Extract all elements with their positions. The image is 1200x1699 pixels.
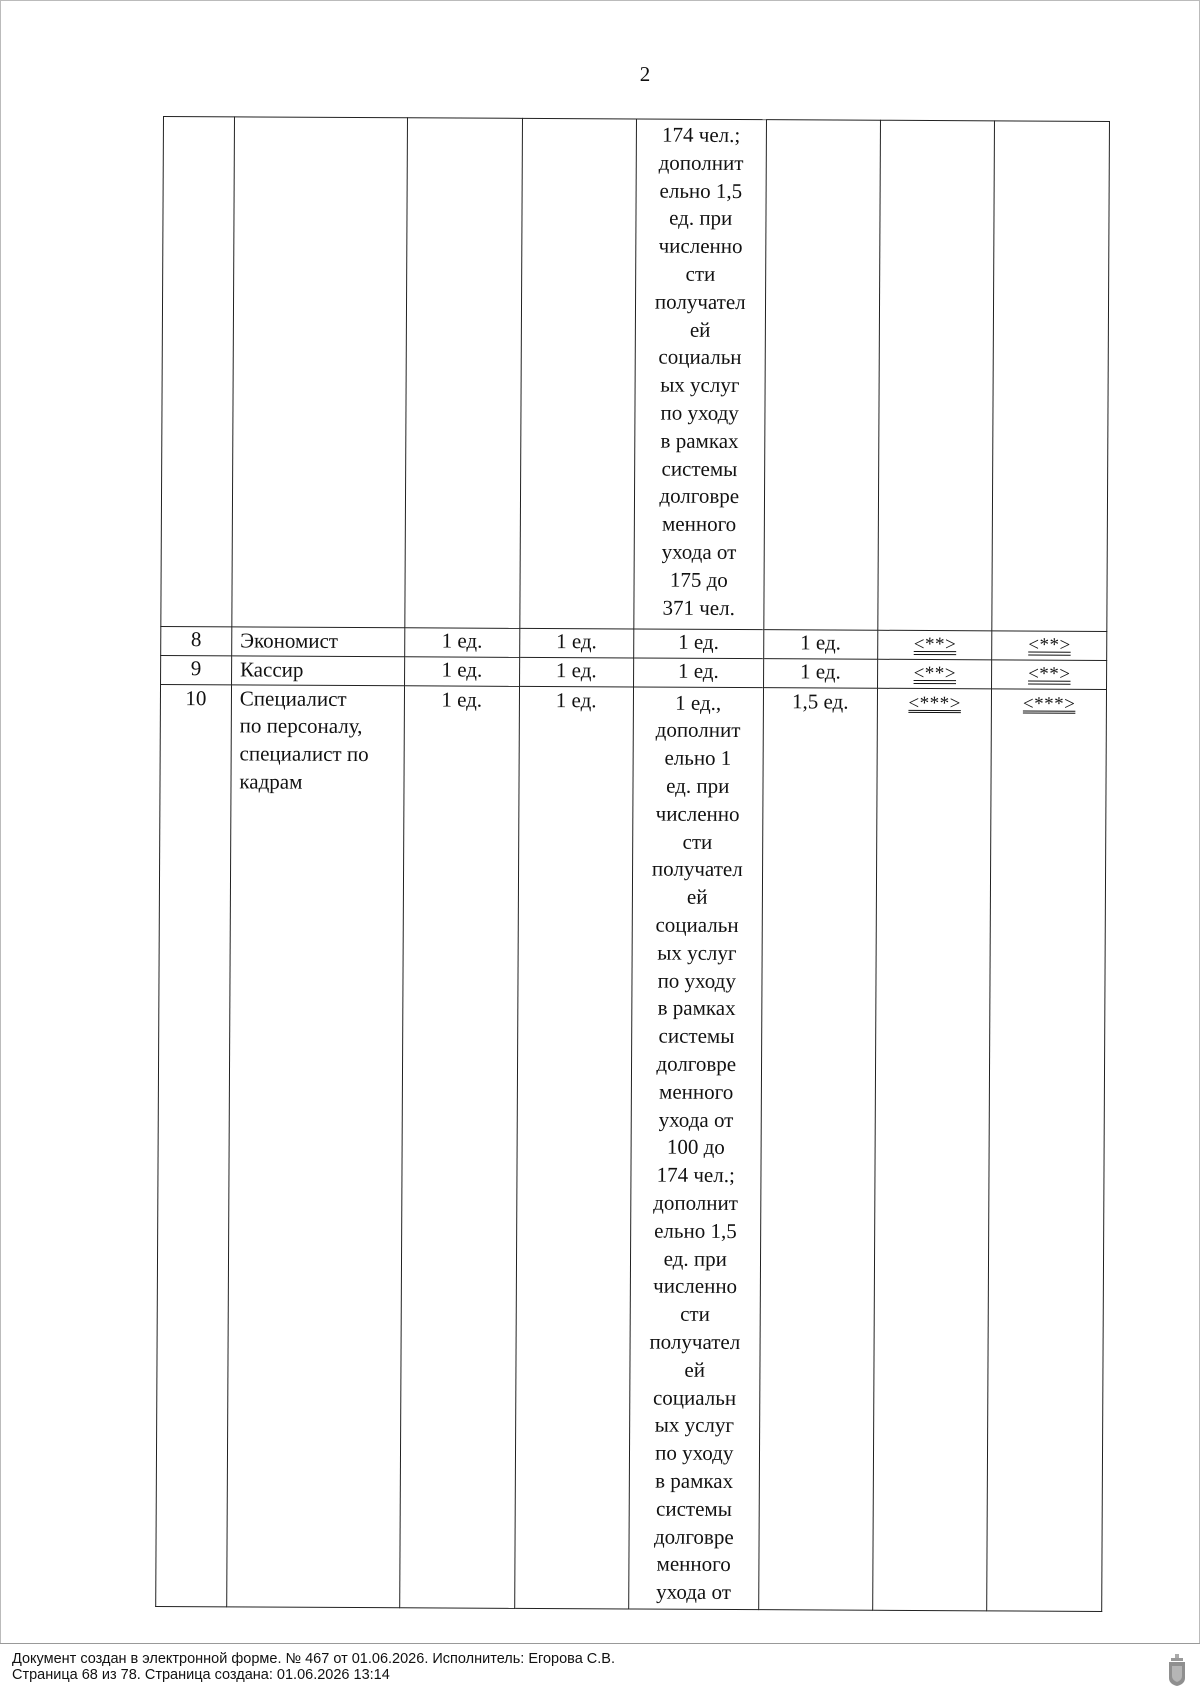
cell-c2: 1 ед. [519, 657, 634, 686]
cell-c6 [992, 631, 1107, 660]
table-row [161, 117, 1110, 632]
cell-c1: 1 ед. [405, 657, 520, 686]
cell-c3: 174 чел.; дополнит ельно 1,5 ед. при численно сти получател ей социальн ых услуг по уходу в рамках системы долговре менного ухода от 175 до 371 чел. [634, 119, 766, 630]
footnote-ref: <**> [913, 662, 957, 684]
footnote-ref: <***> [1022, 693, 1076, 715]
page-number: 2 [639, 62, 651, 86]
staffing-table [155, 116, 1110, 1612]
cell-name: Специалист по персоналу, специалист по кадрам [227, 684, 405, 1607]
cell-c3: 1 ед., дополнит ельно 1 ед. при численно сти получател ей социальн ых услуг по уходу в рамках системы долговре менного ухода от 100 до 174 чел.; дополнит ельно 1,5 ед. при численно сти получател ей социальн ых услуг по уходу в рамках системы долговре менного ухода от [629, 687, 763, 1610]
cell-c2: 1 ед. [514, 686, 633, 1609]
cell-c5 [878, 120, 995, 631]
cell-c1: 1 ед. [400, 685, 519, 1608]
cell-c1 [405, 118, 522, 629]
footnote-ref: <**> [913, 633, 957, 656]
table-row [161, 655, 1107, 689]
cell-c2 [519, 118, 636, 629]
footer-line-2: Страница 68 из 78. Страница создана: 01.06.2026 13:14 [12, 1667, 390, 1683]
cell-c2: 1 ед. [519, 628, 634, 657]
cell-c4: 1,5 ед. [758, 687, 877, 1610]
table-row [156, 684, 1107, 1611]
cell-c3: 1 ед. [633, 658, 763, 687]
table-row [161, 626, 1107, 660]
cell-c5 [873, 688, 992, 1611]
footnote-ref: <**> [1028, 634, 1071, 656]
cell-c6 [987, 688, 1106, 1611]
cell-c3: 1 ед. [634, 629, 764, 658]
cell-c5 [878, 630, 993, 659]
footnote-ref: <***> [908, 692, 961, 714]
cell-name [232, 117, 408, 628]
footer-text [12, 1651, 615, 1683]
cell-name: Экономист [232, 627, 405, 657]
cell-name: Кассир [231, 656, 404, 686]
cell-num: 10 [156, 684, 232, 1607]
cell-c4 [763, 120, 880, 631]
coat-of-arms-icon [1168, 1654, 1186, 1686]
cell-c6 [992, 121, 1109, 632]
cell-num: 8 [161, 626, 232, 655]
document-footer [0, 1643, 1200, 1699]
cell-c5 [878, 659, 993, 688]
cell-num: 9 [161, 655, 232, 684]
footnote-ref: <**> [1028, 663, 1071, 685]
cell-c1: 1 ед. [405, 628, 520, 657]
cell-c4: 1 ед. [763, 630, 878, 659]
cell-c6 [992, 660, 1107, 689]
cell-num [161, 117, 235, 627]
footer-line-1: Документ создан в электронной форме. № 467 от 01.06.2026. Исполнитель: Егорова С.В. [12, 1651, 616, 1667]
cell-c4: 1 ед. [763, 658, 878, 687]
